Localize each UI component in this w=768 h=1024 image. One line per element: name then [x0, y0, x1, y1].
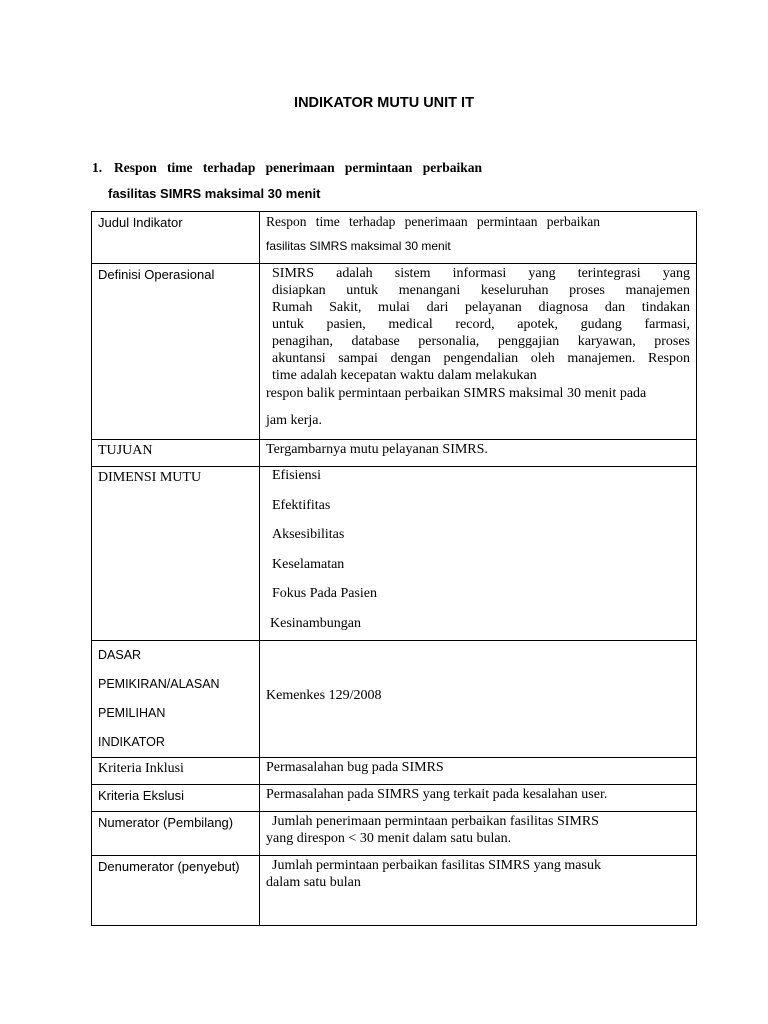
row-value-dasar: Kemenkes 129/2008	[260, 641, 697, 758]
judul-value-line1: Respon time terhadap penerimaan permintaan perbaikan	[266, 214, 600, 229]
section-heading-line2: fasilitas SIMRS maksimal 30 menit	[108, 186, 321, 201]
dasar-label-line: PEMILIHAN	[98, 706, 166, 720]
table-row-judul	[92, 212, 697, 264]
dasar-label-line: PEMIKIRAN/ALASAN	[98, 677, 220, 691]
table-row-numerator	[92, 812, 697, 856]
dimensi-item: Efektifitas	[272, 497, 331, 513]
table-row-dasar	[92, 641, 697, 758]
row-label-definisi: Definisi Operasional	[92, 264, 260, 440]
dimensi-item: Efisiensi	[272, 468, 321, 483]
row-value-eksklusi: Permasalahan pada SIMRS yang terkait pada kesalahan user.	[260, 785, 697, 812]
definisi-line: akuntansi sampai dengan pengendalian oleh manajemen. Respon	[272, 351, 690, 366]
row-value-dimensi	[260, 467, 697, 641]
row-label-judul: Judul Indikator	[92, 212, 260, 264]
judul-value-line2: fasilitas SIMRS maksimal 30 menit	[266, 239, 451, 253]
definisi-line: time adalah kecepatan waktu dalam melakukan	[272, 368, 537, 383]
numerator-value-line2: yang direspon < 30 menit dalam satu bulan.	[266, 831, 512, 846]
row-value-definisi	[260, 264, 697, 440]
row-label-dimensi: DIMENSI MUTU	[92, 467, 260, 641]
row-value-tujuan: Tergambarnya mutu pelayanan SIMRS.	[260, 440, 697, 467]
dimensi-item: Keselamatan	[272, 556, 345, 572]
dasar-label-line: DASAR	[98, 648, 142, 662]
table-row-dimensi	[92, 467, 697, 641]
indicator-table	[91, 211, 697, 926]
row-value-inklusi: Permasalahan bug pada SIMRS	[260, 758, 697, 785]
row-value-denumerator	[260, 856, 697, 926]
dimensi-item: Aksesibilitas	[272, 527, 345, 542]
table-row-eksklusi	[92, 785, 697, 812]
dasar-label-line: INDIKATOR	[98, 735, 165, 749]
definisi-line: disiapkan untuk menangani keseluruhan proses manajemen	[272, 283, 690, 298]
row-label-inklusi: Kriteria Inklusi	[92, 758, 260, 785]
row-value-judul	[260, 212, 697, 264]
table-row-denumerator	[92, 856, 697, 926]
definisi-line: untuk pasien, medical record, apotek, gudang farmasi,	[272, 317, 690, 332]
table-row-definisi	[92, 264, 697, 440]
section-number: 1.	[92, 160, 103, 175]
row-label-tujuan: TUJUAN	[92, 440, 260, 467]
row-label-numerator: Numerator (Pembilang)	[92, 812, 260, 856]
definisi-line: respon balik permintaan perbaikan SIMRS maksimal 30 menit pada	[266, 386, 647, 401]
denumerator-value-line2: dalam satu bulan	[266, 875, 361, 890]
row-label-dasar	[92, 641, 260, 758]
section-heading-line1: Respon time terhadap penerimaan permintaan perbaikan	[114, 160, 482, 175]
row-label-eksklusi: Kriteria Ekslusi	[92, 785, 260, 812]
definisi-line: SIMRS adalah sistem informasi yang terintegrasi yang	[272, 266, 690, 281]
row-value-numerator	[260, 812, 697, 856]
table-row-inklusi	[92, 758, 697, 785]
row-label-denumerator: Denumerator (penyebut)	[92, 856, 260, 926]
definisi-line: Rumah Sakit, mulai dari pelayanan diagnosa dan tindakan	[272, 300, 690, 315]
dimensi-item: Kesinambungan	[270, 615, 361, 631]
numerator-value-line1: Jumlah penerimaan permintaan perbaikan fasilitas SIMRS	[272, 814, 599, 829]
denumerator-value-line1: Jumlah permintaan perbaikan fasilitas SIMRS yang masuk	[272, 858, 601, 873]
definisi-line: jam kerja.	[266, 413, 322, 428]
document-title: INDIKATOR MUTU UNIT IT	[294, 95, 474, 111]
section-heading	[92, 160, 482, 176]
definisi-line: penagihan, database personalia, penggajian karyawan, proses	[272, 334, 690, 349]
dimensi-item: Fokus Pada Pasien	[272, 586, 377, 601]
